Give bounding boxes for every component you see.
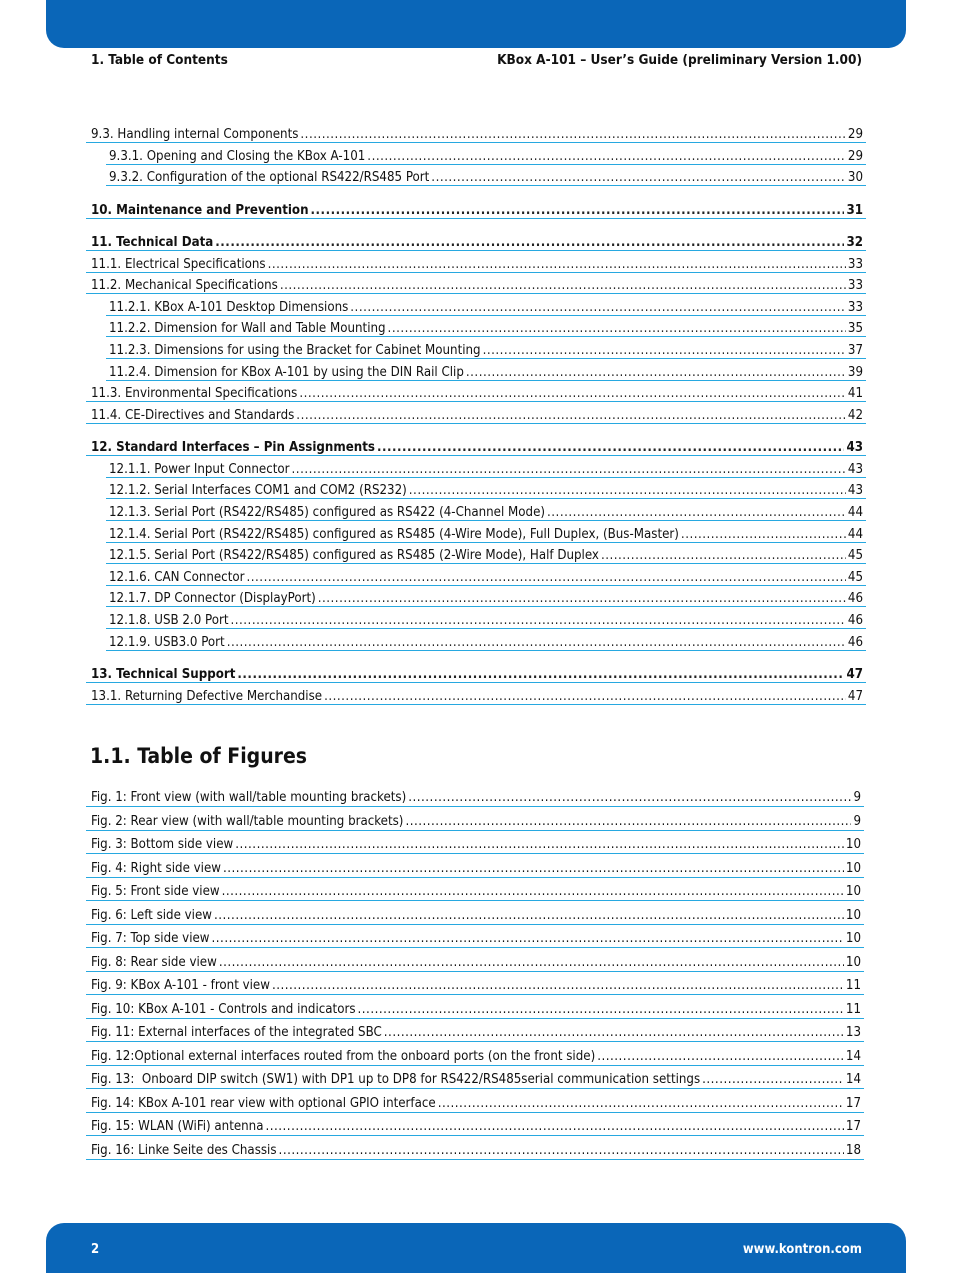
toc-entry-page: 46 — [847, 591, 863, 607]
toc-entry-label: 12.1.9. USB3.0 Port — [109, 634, 225, 650]
toc-entry-label: 11.2. Mechanical Specifications — [91, 278, 278, 294]
toc-entry[interactable] — [86, 662, 866, 683]
running-header-title: KBox A-101 – User’s Guide (preliminary Version 1.00) — [497, 52, 862, 68]
figure-leader-dots — [223, 861, 844, 877]
toc-entry[interactable] — [106, 543, 866, 564]
toc-entry[interactable] — [86, 230, 866, 251]
toc-leader-dots — [247, 570, 846, 585]
toc-entry-page: 42 — [847, 407, 863, 423]
toc-entry[interactable] — [86, 122, 866, 143]
figure-entry[interactable] — [86, 925, 864, 948]
toc-leader-dots — [227, 635, 846, 650]
figure-entry-page: 14 — [845, 1072, 861, 1087]
toc-entry[interactable] — [86, 198, 866, 219]
figure-leader-dots — [265, 1119, 843, 1135]
figure-leader-dots — [405, 814, 851, 830]
toc-entry-label: 12.1.2. Serial Interfaces COM1 and COM2 (RS232) — [109, 483, 407, 499]
toc-entry[interactable] — [86, 403, 866, 424]
toc-entry[interactable] — [86, 381, 866, 402]
toc-leader-dots — [547, 505, 846, 520]
figure-entry-label: Fig. 15: WLAN (WiFi) antenna — [91, 1119, 264, 1134]
toc-entry-label: 9.3. Handling internal Components — [91, 127, 299, 142]
toc-entry-label: 11.3. Environmental Specifications — [91, 386, 298, 402]
toc-entry-page: 43 — [847, 461, 863, 477]
footer-url[interactable]: www.kontron.com — [742, 1242, 862, 1257]
toc-leader-dots — [409, 483, 846, 498]
figure-entry[interactable] — [86, 831, 864, 854]
toc-leader-dots — [300, 127, 846, 142]
figure-entry-label: Fig. 1: Front view (with wall/table mounting brackets) — [91, 790, 407, 805]
figure-leader-dots — [279, 1143, 844, 1159]
figure-entry-page: 10 — [845, 907, 861, 923]
figure-entry-page: 10 — [845, 931, 861, 946]
toc-entry-label: 11.1. Electrical Specifications — [91, 256, 266, 272]
figure-entry-page: 14 — [845, 1048, 861, 1064]
toc-entry[interactable] — [106, 338, 866, 359]
figure-entry[interactable] — [86, 972, 864, 995]
toc-entry-label: 12.1.4. Serial Port (RS422/RS485) configured as RS485 (4-Wire Mode), Full Duplex, (Bus-Master) — [109, 526, 679, 542]
toc-leader-dots — [296, 408, 846, 423]
toc-entry[interactable] — [106, 478, 866, 499]
toc-entry-page: 33 — [847, 278, 863, 294]
page-number: 2 — [91, 1242, 100, 1257]
toc-leader-dots — [681, 527, 846, 542]
toc-entry-page: 33 — [847, 299, 863, 315]
toc-entry-label: 11.2.1. KBox A-101 Desktop Dimensions — [109, 299, 349, 315]
figure-entry-page: 17 — [845, 1119, 861, 1134]
toc-entry-page: 37 — [847, 343, 863, 358]
toc-leader-dots — [318, 591, 846, 606]
toc-entry-page: 46 — [847, 634, 863, 650]
figure-entry-page: 11 — [845, 1001, 861, 1017]
figure-leader-dots — [597, 1049, 844, 1065]
figure-entry-label: Fig. 3: Bottom side view — [91, 837, 234, 852]
figure-entry[interactable] — [86, 1043, 864, 1066]
toc-entry[interactable] — [106, 565, 866, 586]
toc-leader-dots — [299, 386, 846, 401]
toc-entry[interactable] — [106, 608, 866, 629]
toc-leader-dots — [350, 300, 846, 315]
toc-entry-label: 12.1.1. Power Input Connector — [109, 461, 290, 477]
figure-entry-page: 17 — [845, 1095, 861, 1111]
figure-entry[interactable] — [86, 996, 864, 1019]
toc-leader-dots — [237, 667, 844, 682]
toc-entry-label: 11.2.2. Dimension for Wall and Table Mounting — [109, 321, 386, 337]
figure-entry-label: Fig. 13: Onboard DIP switch (SW1) with DP1 up to DP8 for RS422/RS485serial communication settings — [91, 1072, 701, 1087]
toc-leader-dots — [311, 203, 845, 218]
figure-leader-dots — [219, 955, 844, 971]
figure-leader-dots — [235, 837, 844, 853]
figure-entry-page: 10 — [845, 837, 861, 852]
toc-entry-page: 43 — [847, 483, 863, 499]
figure-entry-label: Fig. 12:Optional external interfaces routed from the onboard ports (on the front side) — [91, 1048, 596, 1064]
toc-entry-label: 13.1. Returning Defective Merchandise — [91, 688, 323, 704]
figure-entry-label: Fig. 11: External interfaces of the integrated SBC — [91, 1025, 382, 1040]
toc-leader-dots — [324, 689, 846, 704]
figure-entry[interactable] — [86, 949, 864, 972]
figure-entry-label: Fig. 4: Right side view — [91, 860, 221, 876]
figure-leader-dots — [272, 978, 844, 994]
toc-entry-page: 29 — [847, 127, 863, 142]
toc-entry-page: 47 — [847, 688, 863, 704]
figure-entry[interactable] — [86, 855, 864, 878]
toc-entry-page: 29 — [847, 148, 863, 164]
toc-entry-label: 12.1.5. Serial Port (RS422/RS485) configured as RS485 (2-Wire Mode), Half Duplex — [109, 548, 599, 564]
toc-entry-label: 12.1.6. CAN Connector — [109, 569, 245, 585]
toc-entry-label: 11.4. CE-Directives and Standards — [91, 407, 295, 423]
figure-entry-page: 13 — [845, 1025, 861, 1040]
figure-leader-dots — [212, 931, 844, 947]
running-header-section: 1. Table of Contents — [91, 52, 228, 68]
toc-entry-label: 12.1.8. USB 2.0 Port — [109, 613, 229, 628]
figure-entry[interactable] — [86, 902, 864, 925]
figure-entry[interactable] — [86, 878, 864, 901]
figures-heading: 1.1. Table of Figures — [90, 744, 308, 768]
toc-entry-page: 41 — [847, 386, 863, 402]
toc-entry-page: 33 — [847, 256, 863, 272]
figure-leader-dots — [408, 790, 851, 806]
figure-entry-label: Fig. 16: Linke Seite des Chassis — [91, 1142, 277, 1158]
toc-entry[interactable] — [86, 252, 866, 273]
toc-entry-label: 10. Maintenance and Prevention — [91, 202, 309, 218]
figure-entry[interactable] — [86, 1090, 864, 1113]
toc-entry[interactable] — [106, 165, 866, 186]
figure-entry-page: 11 — [845, 978, 861, 993]
figure-entry[interactable] — [86, 784, 864, 807]
toc-leader-dots — [388, 321, 846, 336]
figure-entry-label: Fig. 6: Left side view — [91, 907, 212, 923]
figure-entry-label: Fig. 14: KBox A-101 rear view with optional GPIO interface — [91, 1095, 436, 1111]
toc-entry[interactable] — [86, 684, 866, 705]
toc-entry[interactable] — [106, 457, 866, 478]
toc-entry[interactable] — [106, 630, 866, 651]
figure-entry-label: Fig. 9: KBox A-101 - front view — [91, 978, 270, 993]
toc-entry-page: 45 — [847, 548, 863, 564]
toc-leader-dots — [280, 278, 846, 293]
toc-leader-dots — [601, 548, 846, 563]
figure-leader-dots — [702, 1072, 844, 1088]
toc-entry-label: 13. Technical Support — [91, 667, 236, 682]
toc-entry-label: 12.1.7. DP Connector (DisplayPort) — [109, 591, 316, 607]
header-band — [46, 0, 906, 48]
toc-entry-page: 43 — [846, 440, 863, 456]
toc-entry-page: 47 — [846, 667, 863, 682]
figure-leader-dots — [222, 884, 844, 900]
figure-entry-label: Fig. 8: Rear side view — [91, 954, 217, 970]
figure-entry-page: 10 — [845, 954, 861, 970]
toc-leader-dots — [483, 343, 846, 358]
toc-entry[interactable] — [106, 316, 866, 337]
figure-entry-page: 9 — [853, 813, 861, 829]
toc-entry-label: 12. Standard Interfaces – Pin Assignments — [91, 440, 375, 456]
figure-entry-page: 10 — [845, 860, 861, 876]
toc-leader-dots — [230, 613, 845, 628]
toc-entry[interactable] — [106, 522, 866, 543]
figure-entry[interactable] — [86, 808, 864, 831]
toc-entry-page: 44 — [847, 526, 863, 542]
toc-entry[interactable] — [106, 360, 866, 381]
toc-entry-page: 44 — [847, 505, 863, 520]
figure-leader-dots — [438, 1096, 844, 1112]
toc-leader-dots — [292, 462, 846, 477]
figure-entry-label: Fig. 10: KBox A-101 - Controls and indicators — [91, 1001, 356, 1017]
toc-leader-dots — [215, 235, 844, 250]
toc-entry-label: 12.1.3. Serial Port (RS422/RS485) configured as RS422 (4-Channel Mode) — [109, 505, 546, 520]
figure-entry[interactable] — [86, 1137, 864, 1160]
figure-leader-dots — [358, 1002, 844, 1018]
toc-leader-dots — [431, 170, 846, 185]
toc-entry-label: 9.3.2. Configuration of the optional RS422/RS485 Port — [109, 170, 430, 186]
toc-entry-label: 9.3.1. Opening and Closing the KBox A-101 — [109, 148, 366, 164]
toc-entry-label: 11.2.3. Dimensions for using the Bracket for Cabinet Mounting — [109, 343, 481, 358]
figure-entry-page: 10 — [845, 884, 861, 899]
toc-entry[interactable] — [106, 500, 866, 521]
figure-entry[interactable] — [86, 1019, 864, 1042]
toc-leader-dots — [367, 149, 846, 164]
toc-entry[interactable] — [106, 144, 866, 165]
toc-entry-label: 11.2.4. Dimension for KBox A-101 by using the DIN Rail Clip — [109, 364, 464, 380]
toc-entry[interactable] — [86, 435, 866, 456]
toc-entry-page: 46 — [847, 613, 863, 628]
toc-entry-page: 39 — [847, 364, 863, 380]
figure-leader-dots — [384, 1025, 844, 1041]
figure-leader-dots — [214, 908, 844, 924]
figure-entry[interactable] — [86, 1066, 864, 1089]
figure-entry-label: Fig. 5: Front side view — [91, 884, 220, 899]
toc-entry-page: 30 — [847, 170, 863, 186]
toc-entry[interactable] — [86, 273, 866, 294]
figure-entry-label: Fig. 2: Rear view (with wall/table mounting brackets) — [91, 813, 404, 829]
figure-entry[interactable] — [86, 1113, 864, 1136]
figure-entry-page: 9 — [853, 790, 861, 805]
toc-entry-page: 32 — [846, 235, 863, 250]
toc-entry-page: 45 — [847, 569, 863, 585]
figure-entry-page: 18 — [845, 1142, 861, 1158]
toc-entry-label: 11. Technical Data — [91, 235, 214, 250]
toc-leader-dots — [466, 365, 846, 380]
toc-entry-page: 35 — [847, 321, 863, 337]
toc-entry-page: 31 — [846, 202, 863, 218]
toc-leader-dots — [377, 440, 845, 455]
toc-entry[interactable] — [106, 295, 866, 316]
toc-entry[interactable] — [106, 586, 866, 607]
figure-entry-label: Fig. 7: Top side view — [91, 931, 210, 946]
toc-leader-dots — [268, 257, 846, 272]
